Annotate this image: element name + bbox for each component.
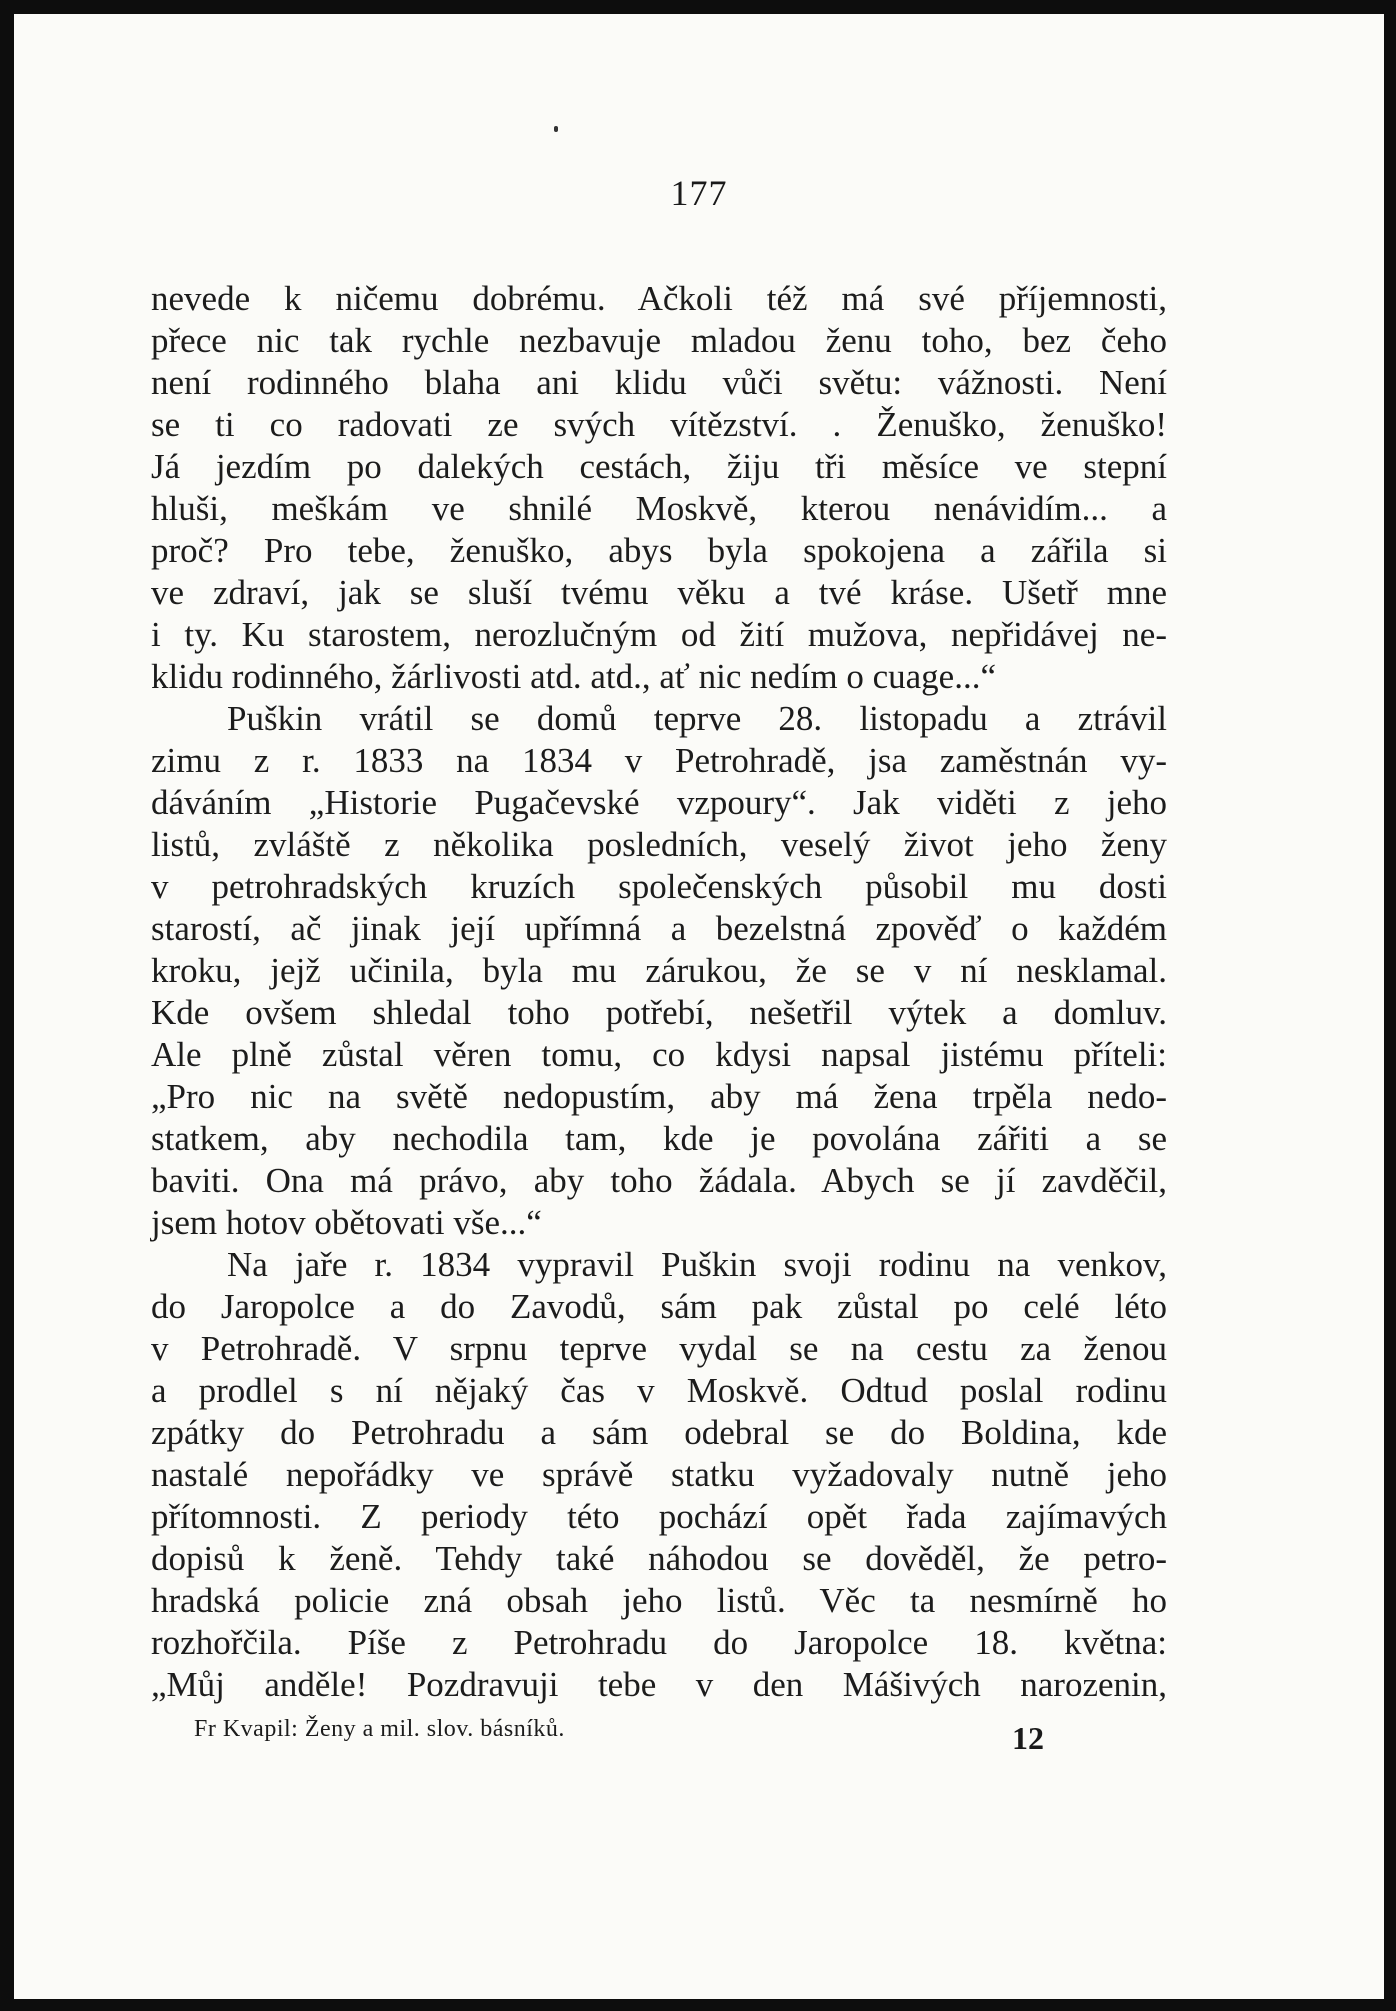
text-line: není rodinného blaha ani klidu vůči světu: vážnosti. Není	[151, 363, 1167, 402]
text-line: nastalé nepořádky ve správě statku vyžadovaly nutně jeho	[151, 1455, 1167, 1494]
text-line: v Petrohradě. V srpnu teprve vydal se na cestu za ženou	[151, 1329, 1167, 1368]
text-line: i ty. Ku starostem, nerozlučným od žití mužova, nepřidávej ne-	[151, 615, 1167, 654]
text-line: zimu z r. 1833 na 1834 v Petrohradě, jsa zaměstnán vy-	[151, 741, 1167, 780]
footer-citation: Fr Kvapil: Ženy a mil. slov. básníků.	[194, 1716, 565, 1742]
text-line: zpátky do Petrohradu a sám odebral se do Boldina, kde	[151, 1413, 1167, 1452]
text-line: Ale plně zůstal věren tomu, co kdysi napsal jistému příteli:	[151, 1035, 1167, 1074]
text-line: hradská policie zná obsah jeho listů. Věc ta nesmírně ho	[151, 1581, 1167, 1620]
text-line: Já jezdím po dalekých cestách, žiju tři měsíce ve stepní	[151, 447, 1167, 486]
text-line: statkem, aby nechodila tam, kde je povolána zářiti a se	[151, 1119, 1167, 1158]
paragraph-start-line: Puškin vrátil se domů teprve 28. listopadu a ztrávil	[227, 699, 1167, 738]
text-line: „Můj anděle! Pozdravuji tebe v den Mášivých narozenin,	[151, 1665, 1167, 1704]
text-line: baviti. Ona má právo, aby toho žádala. Abych se jí zavděčil,	[151, 1161, 1167, 1200]
print-speck	[554, 126, 558, 132]
paragraph-start-line: Na jaře r. 1834 vypravil Puškin svoji rodinu na venkov,	[227, 1245, 1167, 1284]
text-line: v petrohradských kruzích společenských působil mu dosti	[151, 867, 1167, 906]
text-line: ve zdraví, jak se sluší tvému věku a tvé kráse. Ušetř mne	[151, 573, 1167, 612]
text-line: Kde ovšem shledal toho potřebí, nešetřil výtek a domluv.	[151, 993, 1167, 1032]
text-line: „Pro nic na světě nedopustím, aby má žena trpěla nedo-	[151, 1077, 1167, 1116]
text-line: a prodlel s ní nějaký čas v Moskvě. Odtud poslal rodinu	[151, 1371, 1167, 1410]
body-text	[151, 278, 1167, 1706]
page-number: 177	[670, 173, 728, 213]
text-line: jsem hotov obětovati vše...“	[151, 1203, 542, 1242]
text-line: kroku, jejž učinila, byla mu zárukou, že se v ní nesklamal.	[151, 951, 1167, 990]
text-line: dáváním „Historie Pugačevské vzpoury“. Jak viděti z jeho	[151, 783, 1167, 822]
text-line: se ti co radovati ze svých vítězství. . Ženuško, ženuško!	[151, 405, 1167, 444]
text-line: rozhořčila. Píše z Petrohradu do Jaropolce 18. května:	[151, 1623, 1167, 1662]
text-line: starostí, ač jinak její upřímná a bezelstná zpověď o každém	[151, 909, 1167, 948]
text-line: listů, zvláště z několika posledních, veselý život jeho ženy	[151, 825, 1167, 864]
text-line: dopisů k ženě. Tehdy také náhodou se dověděl, že petro-	[151, 1539, 1167, 1578]
text-line: nevede k ničemu dobrému. Ačkoli též má své příjemnosti,	[151, 279, 1167, 318]
text-line: proč? Pro tebe, ženuško, abys byla spokojena a zářila si	[151, 531, 1167, 570]
text-line: klidu rodinného, žárlivosti atd. atd., ať nic nedím o cuage...“	[151, 657, 996, 696]
signature-mark: 12	[1012, 1720, 1044, 1756]
text-line: přece nic tak rychle nezbavuje mladou ženu toho, bez čeho	[151, 321, 1167, 360]
text-line: hluši, meškám ve shnilé Moskvě, kterou nenávidím... a	[151, 489, 1167, 528]
book-page	[14, 14, 1384, 1999]
text-line: přítomnosti. Z periody této pochází opět řada zajímavých	[151, 1497, 1167, 1536]
text-line: do Jaropolce a do Zavodů, sám pak zůstal po celé léto	[151, 1287, 1167, 1326]
